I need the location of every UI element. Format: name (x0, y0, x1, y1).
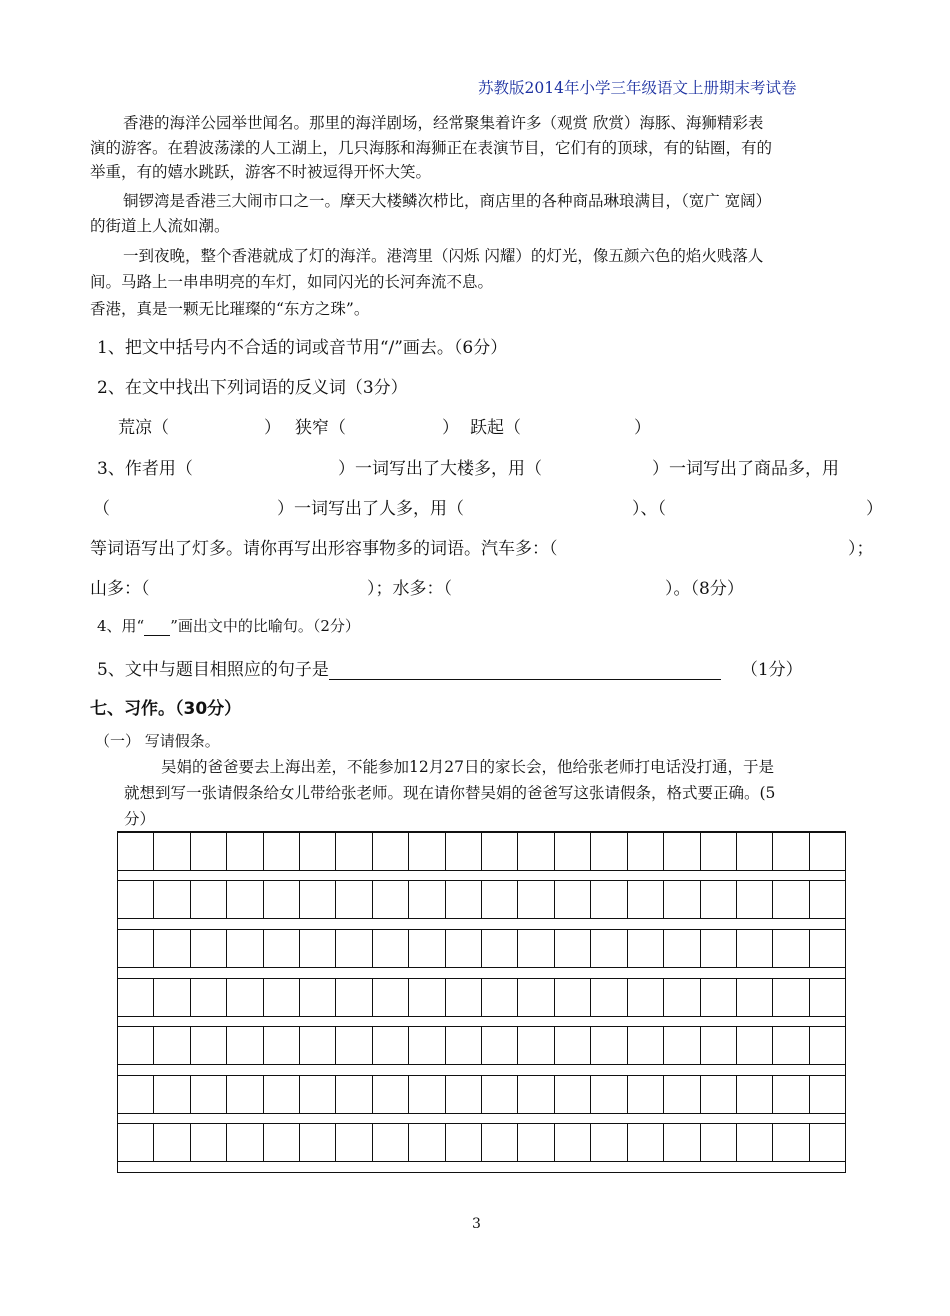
q3-text: ）一词写出了大楼多，用（ (338, 459, 542, 479)
grid-cell[interactable] (591, 881, 627, 918)
passage-line: 间。马路上一串串明亮的车灯，如同闪光的长河奔流不息。 (90, 273, 494, 291)
grid-cell[interactable] (555, 1076, 591, 1113)
grid-cell[interactable] (336, 1027, 372, 1064)
q3-text: ） (866, 499, 883, 519)
grid-cell[interactable] (336, 881, 372, 918)
grid-row[interactable] (118, 1123, 845, 1162)
grid-cell[interactable] (446, 979, 482, 1016)
grid-cell[interactable] (409, 833, 445, 870)
grid-cell[interactable] (336, 1124, 372, 1161)
passage-line: 香港，真是一颗无比璀璨的“东方之珠”。 (90, 300, 370, 318)
grid-cell[interactable] (701, 1124, 737, 1161)
writing-grid[interactable] (117, 831, 846, 1173)
grid-cell[interactable] (264, 979, 300, 1016)
grid-cell[interactable] (373, 833, 409, 870)
grid-cell[interactable] (227, 833, 263, 870)
grid-cell[interactable] (591, 833, 627, 870)
grid-cell[interactable] (810, 979, 845, 1016)
question-2: 2、在文中找出下列词语的反义词（3分） (97, 378, 408, 398)
grid-cell[interactable] (810, 930, 845, 967)
grid-cell[interactable] (628, 881, 664, 918)
grid-cell[interactable] (628, 1027, 664, 1064)
grid-cell[interactable] (409, 1124, 445, 1161)
grid-cell[interactable] (482, 833, 518, 870)
grid-cell[interactable] (482, 979, 518, 1016)
grid-row[interactable] (118, 880, 845, 919)
grid-cell[interactable] (118, 930, 154, 967)
passage-line: 香港的海洋公园举世闻名。那里的海洋剧场，经常聚集着许多（观赏 欣赏）海豚、海狮精彩表 (123, 114, 764, 132)
grid-cell[interactable] (373, 1027, 409, 1064)
q3-text: 山多：（ (90, 579, 150, 599)
grid-cell[interactable] (300, 833, 336, 870)
grid-cell[interactable] (628, 1124, 664, 1161)
grid-cell[interactable] (810, 881, 845, 918)
grid-cell[interactable] (446, 881, 482, 918)
grid-cell[interactable] (664, 930, 700, 967)
grid-cell[interactable] (300, 1124, 336, 1161)
grid-cell[interactable] (664, 1124, 700, 1161)
grid-cell[interactable] (518, 881, 554, 918)
grid-cell[interactable] (555, 1124, 591, 1161)
grid-cell[interactable] (701, 1027, 737, 1064)
grid-cell[interactable] (737, 930, 773, 967)
passage-line: 演的游客。在碧波荡漾的人工湖上，几只海豚和海狮正在表演节目，它们有的顶球，有的钻圈，有的 (90, 139, 773, 157)
grid-cell[interactable] (737, 881, 773, 918)
grid-cell[interactable] (336, 930, 372, 967)
grid-cell[interactable] (191, 1027, 227, 1064)
grid-cell[interactable] (227, 1076, 263, 1113)
grid-cell[interactable] (518, 1124, 554, 1161)
grid-cell[interactable] (300, 1027, 336, 1064)
grid-cell[interactable] (118, 1076, 154, 1113)
grid-cell[interactable] (664, 833, 700, 870)
grid-cell[interactable] (118, 979, 154, 1016)
grid-cell[interactable] (191, 930, 227, 967)
q3-text: 等词语写出了灯多。请你再写出形容事物多的词语。汽车多：（ (90, 539, 558, 559)
section-7-title: 七、习作。（30分） (90, 699, 242, 719)
grid-cell[interactable] (591, 1076, 627, 1113)
grid-cell[interactable] (555, 930, 591, 967)
grid-cell[interactable] (409, 1027, 445, 1064)
grid-cell[interactable] (701, 930, 737, 967)
grid-cell[interactable] (701, 1076, 737, 1113)
grid-cell[interactable] (264, 930, 300, 967)
grid-cell[interactable] (118, 1124, 154, 1161)
q3-text: ）、（ (632, 499, 666, 519)
grid-cell[interactable] (373, 1124, 409, 1161)
grid-cell[interactable] (773, 1027, 809, 1064)
grid-cell[interactable] (773, 833, 809, 870)
grid-cell[interactable] (482, 930, 518, 967)
prompt-line: 吴娟的爸爸要去上海出差，不能参加12月27日的家长会，他给张老师打电话没打通，于是 (161, 758, 774, 776)
grid-cell[interactable] (118, 881, 154, 918)
q3-text: ）一词写出了商品多，用 (652, 459, 839, 479)
grid-cell[interactable] (737, 979, 773, 1016)
grid-cell[interactable] (701, 979, 737, 1016)
q3-text: ）；水多：（ (367, 579, 452, 599)
grid-cell[interactable] (373, 930, 409, 967)
passage-line: 的街道上人流如潮。 (90, 217, 230, 235)
grid-row[interactable] (118, 929, 845, 968)
grid-cell[interactable] (555, 979, 591, 1016)
grid-cell[interactable] (373, 979, 409, 1016)
question-1: 1、把文中括号内不合适的词或音节用“/”画去。（6分） (97, 338, 508, 358)
grid-cell[interactable] (664, 1076, 700, 1113)
question-5: 5、文中与题目相照应的句子是 （1分） (97, 660, 803, 680)
grid-cell[interactable] (154, 1124, 190, 1161)
grid-cell[interactable] (737, 1027, 773, 1064)
grid-cell[interactable] (300, 881, 336, 918)
grid-cell[interactable] (191, 1124, 227, 1161)
grid-cell[interactable] (518, 979, 554, 1016)
q2-blank-1[interactable]: 荒凉（ (118, 418, 169, 438)
grid-cell[interactable] (628, 930, 664, 967)
grid-cell[interactable] (773, 930, 809, 967)
grid-cell[interactable] (409, 930, 445, 967)
grid-cell[interactable] (336, 979, 372, 1016)
grid-cell[interactable] (446, 930, 482, 967)
grid-cell[interactable] (482, 1076, 518, 1113)
grid-cell[interactable] (336, 833, 372, 870)
grid-cell[interactable] (446, 1027, 482, 1064)
q2-blank-2[interactable]: 狭窄（ (295, 418, 346, 438)
grid-cell[interactable] (628, 979, 664, 1016)
grid-cell[interactable] (446, 1076, 482, 1113)
prompt-line: 就想到写一张请假条给女儿带给张老师。现在请你替吴娟的爸爸写这张请假条，格式要正确。(5 (124, 784, 776, 802)
grid-cell[interactable] (154, 833, 190, 870)
grid-cell[interactable] (628, 833, 664, 870)
grid-cell[interactable] (591, 1124, 627, 1161)
grid-cell[interactable] (409, 881, 445, 918)
grid-cell[interactable] (591, 979, 627, 1016)
grid-cell[interactable] (737, 833, 773, 870)
grid-cell[interactable] (264, 881, 300, 918)
grid-cell[interactable] (810, 833, 845, 870)
passage-line: 铜锣湾是香港三大闹市口之一。摩天大楼鳞次栉比，商店里的各种商品琳琅满目，（宽广 宽阔） (123, 192, 772, 210)
grid-cell[interactable] (591, 930, 627, 967)
grid-cell[interactable] (518, 930, 554, 967)
grid-cell[interactable] (701, 881, 737, 918)
grid-cell[interactable] (154, 930, 190, 967)
exam-header: 苏教版2014年小学三年级语文上册期末考试卷 (478, 79, 797, 97)
grid-cell[interactable] (264, 1076, 300, 1113)
q3-text: ）； (848, 539, 874, 559)
grid-cell[interactable] (300, 1076, 336, 1113)
q2-blank-3-close: ） (634, 418, 651, 438)
grid-cell[interactable] (701, 833, 737, 870)
grid-cell[interactable] (300, 979, 336, 1016)
q2-blank-1-close: ） (264, 418, 281, 438)
grid-cell[interactable] (300, 930, 336, 967)
grid-cell[interactable] (227, 881, 263, 918)
grid-cell[interactable] (154, 1076, 190, 1113)
grid-cell[interactable] (664, 1027, 700, 1064)
grid-cell[interactable] (810, 1124, 845, 1161)
q3-text: （ (93, 499, 110, 519)
grid-cell[interactable] (227, 1027, 263, 1064)
grid-cell[interactable] (191, 1076, 227, 1113)
grid-cell[interactable] (555, 1027, 591, 1064)
passage-line: 举重，有的嬉水跳跃，游客不时被逗得开怀大笑。 (90, 163, 432, 181)
grid-cell[interactable] (773, 979, 809, 1016)
grid-row[interactable] (118, 978, 845, 1017)
grid-cell[interactable] (737, 1124, 773, 1161)
grid-cell[interactable] (154, 1027, 190, 1064)
grid-cell[interactable] (773, 1124, 809, 1161)
grid-cell[interactable] (191, 881, 227, 918)
grid-cell[interactable] (154, 979, 190, 1016)
grid-cell[interactable] (264, 1124, 300, 1161)
underline-sample (144, 617, 170, 636)
grid-cell[interactable] (227, 979, 263, 1016)
q2-blank-3[interactable]: 跃起（ (470, 418, 521, 438)
grid-cell[interactable] (810, 1076, 845, 1113)
question-3: 3、作者用（ (97, 459, 193, 479)
grid-cell[interactable] (227, 1124, 263, 1161)
grid-cell[interactable] (664, 881, 700, 918)
section-7-sub1: （一） 写请假条。 (95, 732, 220, 750)
grid-cell[interactable] (118, 833, 154, 870)
grid-cell[interactable] (518, 1076, 554, 1113)
grid-cell[interactable] (482, 1027, 518, 1064)
grid-cell[interactable] (518, 833, 554, 870)
question-4: 4、用“ ”画出文中的比喻句。（2分） (97, 617, 360, 635)
grid-cell[interactable] (118, 1027, 154, 1064)
passage-line: 一到夜晚，整个香港就成了灯的海洋。港湾里（闪烁 闪耀）的灯光，像五颜六色的焰火贱落人 (123, 247, 764, 265)
prompt-line: 分） (124, 810, 156, 828)
grid-cell[interactable] (373, 1076, 409, 1113)
grid-cell[interactable] (518, 1027, 554, 1064)
grid-cell[interactable] (191, 833, 227, 870)
grid-row[interactable] (118, 1026, 845, 1065)
grid-cell[interactable] (373, 881, 409, 918)
grid-row[interactable] (118, 1075, 845, 1114)
grid-row[interactable] (118, 832, 845, 871)
grid-cell[interactable] (555, 833, 591, 870)
q3-text: ）。（8分） (665, 579, 744, 599)
grid-cell[interactable] (264, 1027, 300, 1064)
page-number: 3 (472, 1216, 481, 1232)
grid-cell[interactable] (191, 979, 227, 1016)
q5-answer-line[interactable] (329, 661, 721, 680)
q2-blank-2-close: ） (442, 418, 459, 438)
grid-cell[interactable] (409, 979, 445, 1016)
grid-cell[interactable] (482, 1124, 518, 1161)
grid-cell[interactable] (737, 1076, 773, 1113)
grid-cell[interactable] (773, 881, 809, 918)
q3-text: ）一词写出了人多，用（ (277, 499, 464, 519)
grid-cell[interactable] (555, 881, 591, 918)
grid-cell[interactable] (591, 1027, 627, 1064)
grid-cell[interactable] (773, 1076, 809, 1113)
grid-cell[interactable] (409, 1076, 445, 1113)
grid-cell[interactable] (264, 833, 300, 870)
grid-cell[interactable] (628, 1076, 664, 1113)
grid-cell[interactable] (154, 881, 190, 918)
grid-cell[interactable] (336, 1076, 372, 1113)
grid-cell[interactable] (446, 833, 482, 870)
grid-cell[interactable] (810, 1027, 845, 1064)
grid-cell[interactable] (446, 1124, 482, 1161)
grid-cell[interactable] (664, 979, 700, 1016)
grid-cell[interactable] (227, 930, 263, 967)
grid-cell[interactable] (482, 881, 518, 918)
